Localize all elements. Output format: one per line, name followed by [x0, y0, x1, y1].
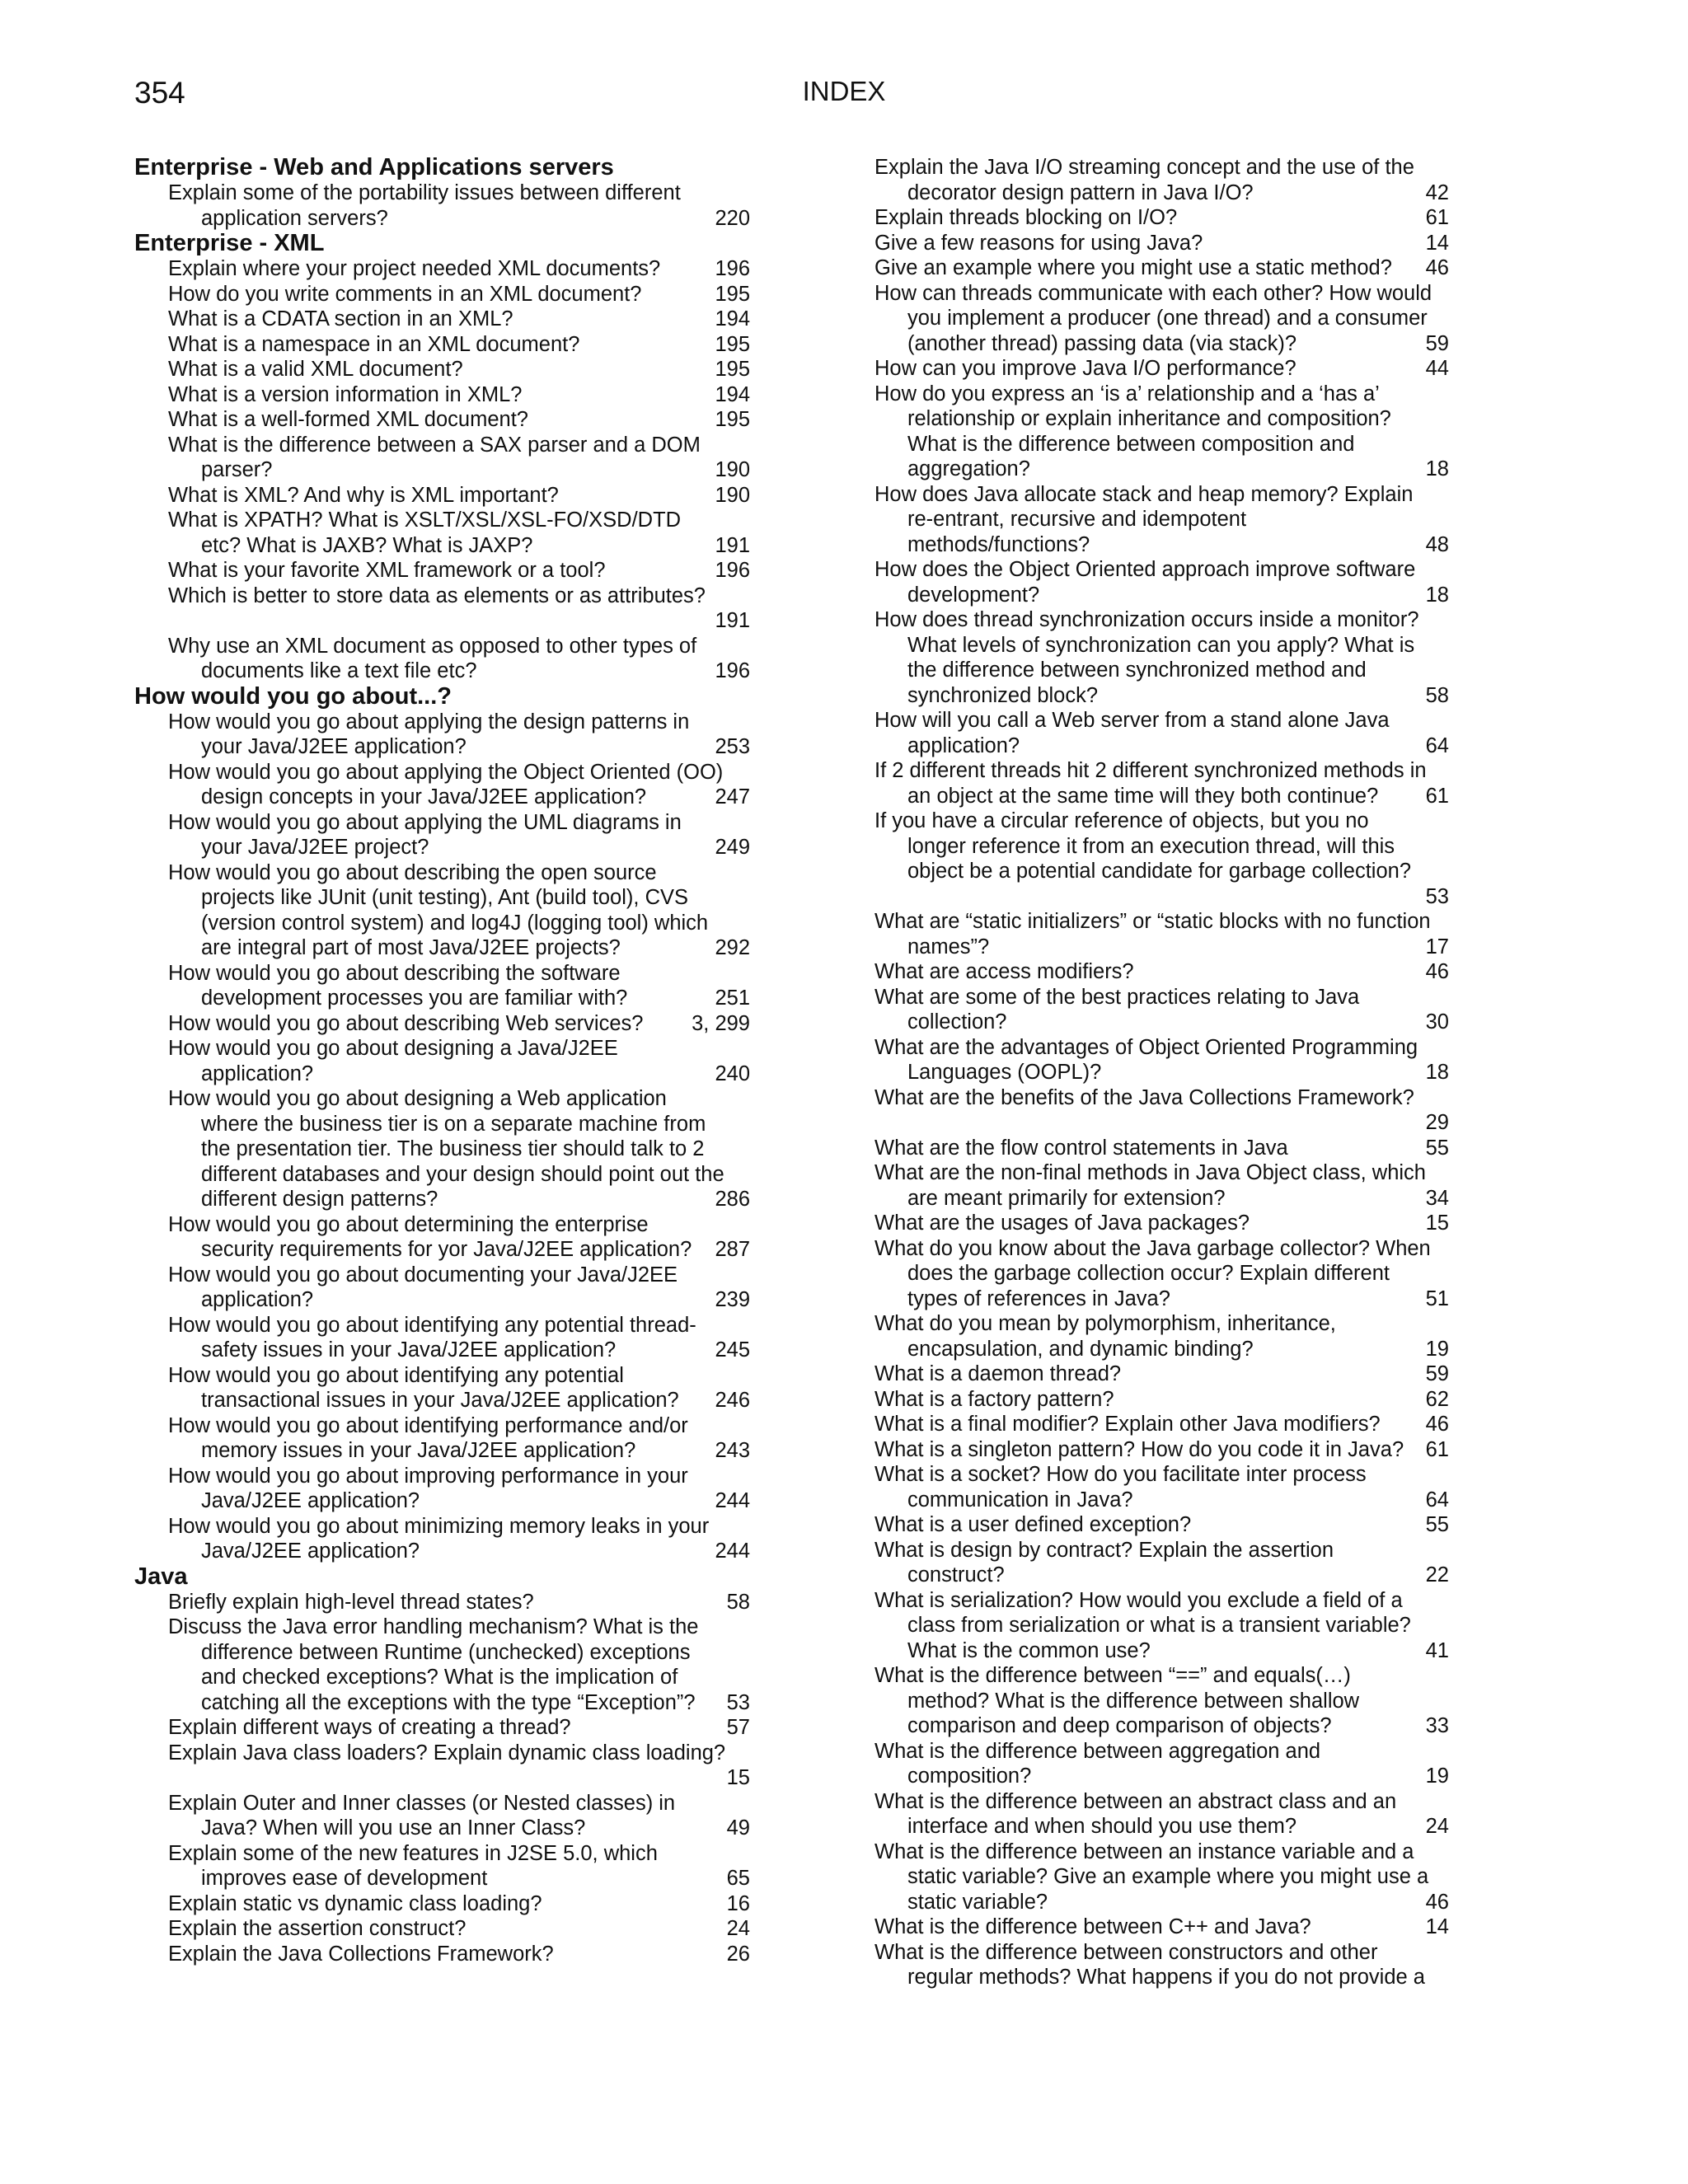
index-entry-line: synchronized block?: [907, 683, 1099, 707]
index-entry: [874, 1538, 1449, 1588]
index-entry-line: How can you improve Java I/O performance?: [874, 357, 1296, 380]
index-entry-line: methods/functions?: [907, 532, 1090, 556]
index-entry-page-number: 24: [1425, 1815, 1449, 1838]
index-entry-line: where the business tier is on a separate machine from: [201, 1112, 706, 1136]
index-entry-line: the presentation tier. The business tier should talk to 2: [201, 1137, 705, 1160]
section-heading: How would you go about...?: [134, 682, 452, 710]
index-entry: [168, 1036, 750, 1086]
index-entry-line: re-entrant, recursive and idempotent: [907, 508, 1247, 531]
index-entry-line: What is a version information in XML?: [168, 382, 523, 406]
index-entry-line: composition?: [907, 1765, 1032, 1788]
index-entry-page-number: 253: [715, 735, 750, 758]
index-entry-line: What is a factory pattern?: [874, 1387, 1114, 1411]
index-entry-line: What are the flow control statements in Java: [874, 1136, 1288, 1160]
index-entry: [168, 1791, 750, 1841]
index-entry: [168, 307, 750, 332]
index-entry-line: What is XML? And why is XML important?: [168, 483, 559, 507]
index-entry-line: If you have a circular reference of objects, but you no: [874, 809, 1369, 832]
index-entry-line: What is the difference between an abstract class and an: [874, 1789, 1397, 1813]
index-entry-line: Explain where your project needed XML documents?: [168, 257, 661, 280]
index-entry-line: How would you go about identifying performance and/or: [168, 1413, 688, 1437]
index-entry-page-number: 61: [1425, 784, 1449, 808]
index-entry: [168, 256, 750, 282]
index-entry-line: How will you call a Web server from a stand alone Java: [874, 709, 1390, 732]
index-entry: [168, 1263, 750, 1313]
index-entry-page-number: 57: [726, 1716, 750, 1739]
index-entry-page-number: 53: [726, 1690, 750, 1714]
index-entry: [168, 1916, 750, 1942]
index-entry: [874, 985, 1449, 1035]
index-entry-line: What do you mean by polymorphism, inheritance,: [874, 1312, 1336, 1335]
index-entry-page-number: 14: [1425, 1915, 1449, 1938]
index-entry-line: documents like a text file etc?: [201, 659, 477, 682]
index-entry: [874, 1462, 1449, 1512]
index-entry-page-number: 195: [715, 332, 750, 356]
index-entry: [168, 961, 750, 1011]
index-entry: [168, 357, 750, 382]
index-entry-page-number: 240: [715, 1062, 750, 1085]
index-entry-page-number: 18: [1425, 457, 1449, 480]
index-entry-line: Explain Outer and Inner classes (or Nested classes) in: [168, 1791, 676, 1815]
index-entry: [874, 808, 1449, 909]
index-entry: [168, 1363, 750, 1413]
index-entry-line: and checked exceptions? What is the implication of: [201, 1666, 678, 1689]
index-entry-line: you implement a producer (one thread) and a consumer: [907, 307, 1428, 330]
index-entry-page-number: 3, 299: [692, 1011, 750, 1035]
index-entry-page-number: 24: [726, 1917, 750, 1940]
index-entry: [168, 483, 750, 509]
index-entry: [874, 1085, 1449, 1136]
index-entry: [168, 180, 750, 231]
index-entry-line: object be a potential candidate for garbage collection?: [907, 860, 1412, 883]
index-entry: [874, 1035, 1449, 1085]
index-entry-page-number: 244: [715, 1540, 750, 1563]
index-entry-page-number: 26: [726, 1942, 750, 1966]
index-entry-line: Explain static vs dynamic class loading?: [168, 1891, 542, 1915]
index-entry-line: different databases and your design should point out the: [201, 1162, 724, 1186]
index-entry-line: collection?: [907, 1010, 1007, 1033]
index-entry-line: What is the difference between “==” and equals(…): [874, 1664, 1351, 1687]
index-entry: [874, 255, 1449, 281]
index-entry: [168, 558, 750, 583]
index-entry-line: What are access modifiers?: [874, 960, 1134, 983]
index-entry-page-number: 196: [715, 257, 750, 280]
index-entry-page-number: 18: [1425, 1061, 1449, 1084]
index-entry-line: What is XPATH? What is XSLT/XSL/XSL-FO/XSD/DTD: [168, 509, 682, 532]
index-entry-line: the difference between synchronized method and: [907, 658, 1367, 682]
index-entry-page-number: 46: [1425, 256, 1449, 279]
section-heading: Java: [134, 1563, 188, 1590]
index-entry-line: application?: [907, 733, 1020, 757]
index-entry-line: What is a CDATA section in an XML?: [168, 307, 513, 330]
index-entry-line: transactional issues in your Java/J2EE application?: [201, 1389, 679, 1412]
index-entry: [874, 1940, 1449, 1990]
index-entry-line: How would you go about identifying any potential: [168, 1363, 624, 1387]
index-entry-line: Explain Java class loaders? Explain dynamic class loading?: [168, 1741, 726, 1765]
index-entry-line: an object at the same time will they both continue?: [907, 784, 1379, 808]
index-entry-line: encapsulation, and dynamic binding?: [907, 1337, 1254, 1361]
index-entry: [874, 231, 1449, 256]
index-entry: [168, 508, 750, 558]
index-entry: [168, 1590, 750, 1615]
index-entry-line: What are “static initializers” or “static blocks with no function: [874, 910, 1431, 933]
index-entry-line: comparison and deep comparison of objects?: [907, 1714, 1332, 1737]
index-entry-line: your Java/J2EE project?: [201, 836, 429, 859]
index-entry-page-number: 18: [1425, 583, 1449, 607]
index-entry-page-number: 51: [1425, 1286, 1449, 1310]
index-entry: [874, 382, 1449, 482]
index-entry-line: construct?: [907, 1563, 1005, 1586]
index-entry: [168, 1715, 750, 1741]
index-entry-page-number: 55: [1425, 1513, 1449, 1536]
index-entry: [168, 407, 750, 433]
index-entry-line: What is the difference between a SAX parser and a DOM: [168, 433, 701, 457]
index-entry-page-number: 249: [715, 836, 750, 859]
index-entry-line: Discuss the Java error handling mechanism? What is the: [168, 1615, 699, 1638]
index-entry: [874, 1915, 1449, 1940]
index-entry: [874, 1437, 1449, 1463]
index-entry-page-number: 19: [1425, 1337, 1449, 1361]
index-entry-page-number: 58: [726, 1590, 750, 1614]
index-entry-line: static variable?: [907, 1890, 1048, 1914]
index-entry-line: regular methods? What happens if you do not provide a: [907, 1966, 1425, 1989]
index-entry-line: What is the difference between constructors and other: [874, 1940, 1378, 1964]
index-entry-line: How do you write comments in an XML document?: [168, 282, 642, 306]
index-entry-line: Explain different ways of creating a thread?: [168, 1716, 571, 1739]
index-entry-line: application servers?: [201, 206, 388, 230]
index-entry-line: relationship or explain inheritance and composition?: [907, 407, 1391, 430]
index-entry-line: catching all the exceptions with the type “Exception”?: [201, 1690, 696, 1714]
index-entry-line: improves ease of development: [201, 1867, 488, 1890]
index-entry: [168, 1891, 750, 1917]
index-entry-line: does the garbage collection occur? Explain different: [907, 1262, 1390, 1285]
index-entry-page-number: 15: [1425, 1212, 1449, 1235]
index-entry-page-number: 34: [1425, 1186, 1449, 1210]
index-entry-line: What are some of the best practices relating to Java: [874, 985, 1360, 1009]
index-entry-page-number: 191: [715, 533, 750, 557]
index-entry-line: What is the difference between an instance variable and a: [874, 1840, 1414, 1863]
index-entry-line: are meant primarily for extension?: [907, 1186, 1226, 1210]
index-entry-line: What are the usages of Java packages?: [874, 1212, 1250, 1235]
index-entry-line: What is a socket? How do you facilitate inter process: [874, 1463, 1367, 1486]
index-entry-line: (version control system) and log4J (logging tool) which: [201, 911, 709, 935]
index-entry-line: How would you go about describing the open source: [168, 860, 657, 884]
index-entry-line: How does thread synchronization occurs inside a monitor?: [874, 608, 1419, 631]
index-entry-page-number: 195: [715, 358, 750, 381]
index-entry-line: [168, 1765, 750, 1791]
index-entry-page-number: 220: [715, 206, 750, 230]
index-entry: [874, 1840, 1449, 1915]
index-entry-line: How would you go about describing Web services?: [168, 1011, 644, 1035]
index-entry-line: What is your favorite XML framework or a tool?: [168, 559, 606, 582]
index-entry-line: are integral part of most Java/J2EE projects?: [201, 936, 621, 959]
index-entry: [168, 710, 750, 760]
index-entry-page-number: 191: [715, 609, 750, 632]
index-entry: [168, 1413, 750, 1464]
index-entry-line: different design patterns?: [201, 1188, 438, 1211]
index-entry-page-number: 196: [715, 559, 750, 582]
index-entry-page-number: 46: [1425, 1890, 1449, 1914]
index-entry-line: How would you go about designing a Web application: [168, 1087, 667, 1110]
index-entry-line: What is a final modifier? Explain other Java modifiers?: [874, 1413, 1381, 1436]
index-entry-line: How would you go about applying the Object Oriented (OO): [168, 760, 724, 784]
index-entry-line: Briefly explain high-level thread states?: [168, 1590, 534, 1614]
index-entry-line: [168, 608, 750, 634]
index-entry-page-number: 61: [1425, 206, 1449, 229]
index-entry: [168, 760, 750, 810]
index-entry-page-number: 251: [715, 987, 750, 1010]
index-entry-line: Java/J2EE application?: [201, 1489, 420, 1512]
index-entry: [874, 708, 1449, 758]
index-entry-page-number: 245: [715, 1338, 750, 1361]
index-entry-page-number: 59: [1425, 1362, 1449, 1385]
index-entry-page-number: 62: [1425, 1387, 1449, 1411]
index-entry-page-number: 15: [726, 1766, 750, 1789]
index-entry-line: What is a singleton pattern? How do you code it in Java?: [874, 1437, 1404, 1461]
index-entry-line: How does the Object Oriented approach improve software: [874, 558, 1416, 581]
index-entry-line: What is a daemon thread?: [874, 1362, 1122, 1385]
index-entry-page-number: 42: [1425, 180, 1449, 204]
index-entry-line: Explain the assertion construct?: [168, 1917, 467, 1940]
index-entry-line: application?: [201, 1062, 314, 1085]
index-entry-line: static variable? Give an example where you might use a: [907, 1865, 1429, 1888]
index-entry-page-number: 190: [715, 483, 750, 507]
index-entry: [874, 1211, 1449, 1236]
index-entry-page-number: 195: [715, 408, 750, 431]
index-entry-line: Java? When will you use an Inner Class?: [201, 1816, 586, 1840]
index-entry: [874, 607, 1449, 708]
index-entry-page-number: 244: [715, 1489, 750, 1512]
index-entry-page-number: 48: [1425, 532, 1449, 556]
index-entry-line: What is design by contract? Explain the assertion: [874, 1538, 1334, 1562]
index-entry-line: What is the difference between C++ and Java?: [874, 1915, 1311, 1938]
index-entry-line: names”?: [907, 935, 990, 958]
index-entry-line: [874, 1110, 1449, 1136]
index-entry-page-number: 196: [715, 659, 750, 682]
section-heading: Enterprise - XML: [134, 230, 325, 256]
index-entry-page-number: 194: [715, 382, 750, 406]
index-entry-page-number: 65: [726, 1867, 750, 1890]
index-entry-line: Explain some of the new features in J2SE 5.0, which: [168, 1841, 658, 1865]
index-entry-line: What is the common use?: [907, 1638, 1151, 1662]
index-entry-line: How can threads communicate with each other? How would: [874, 281, 1432, 305]
index-entry-page-number: 286: [715, 1188, 750, 1211]
index-entry-line: How would you go about documenting your Java/J2EE: [168, 1263, 678, 1286]
left-index-column: [134, 155, 750, 1966]
index-entry: [874, 909, 1449, 959]
index-entry: [168, 1514, 750, 1564]
index-entry-page-number: 190: [715, 458, 750, 481]
index-entry: [874, 1160, 1449, 1211]
index-entry-line: aggregation?: [907, 457, 1030, 480]
index-entry-page-number: 64: [1425, 733, 1449, 757]
index-entry-line: How would you go about designing a Java/J2EE: [168, 1037, 618, 1060]
index-entry: [874, 758, 1449, 808]
index-entry: [874, 959, 1449, 985]
index-entry: [874, 281, 1449, 357]
index-entry-page-number: 247: [715, 785, 750, 808]
index-entry-line: What is the difference between aggregation and: [874, 1739, 1321, 1763]
index-entry-page-number: 22: [1425, 1563, 1449, 1586]
index-entry-page-number: 46: [1425, 1413, 1449, 1436]
index-entry-line: Explain the Java I/O streaming concept and the use of the: [874, 156, 1414, 179]
index-entry-line: security requirements for yor Java/J2EE application?: [201, 1238, 692, 1261]
index-entry-page-number: 17: [1425, 935, 1449, 958]
index-entry: [168, 1313, 750, 1363]
index-entry: [874, 1412, 1449, 1437]
index-entry: [168, 860, 750, 961]
index-entry-page-number: 64: [1425, 1488, 1449, 1511]
index-entry-line: If 2 different threads hit 2 different synchronized methods in: [874, 759, 1427, 782]
index-entry-line: Java/J2EE application?: [201, 1540, 420, 1563]
index-entry-line: development processes you are familiar with?: [201, 987, 628, 1010]
index-entry: [168, 1464, 750, 1514]
index-entry-page-number: 59: [1425, 331, 1449, 355]
index-entry: [874, 205, 1449, 231]
index-entry: [874, 1387, 1449, 1413]
index-entry-page-number: 194: [715, 307, 750, 330]
page-header-title: INDEX: [802, 76, 886, 106]
index-entry-page-number: 53: [1425, 884, 1449, 908]
index-entry-line: What are the benefits of the Java Collections Framework?: [874, 1085, 1414, 1109]
index-entry: [168, 634, 750, 684]
index-entry: [168, 332, 750, 358]
index-entry: [874, 155, 1449, 205]
index-entry-line: What is the difference between composition and: [907, 432, 1355, 456]
index-entry: [874, 557, 1449, 607]
index-entry-page-number: 14: [1425, 231, 1449, 255]
index-entry: [168, 1741, 750, 1791]
right-index-column: [874, 155, 1449, 1990]
index-entry-line: projects like JUnit (unit testing), Ant (build tool), CVS: [201, 886, 688, 909]
index-entry: [168, 382, 750, 408]
index-entry-line: (another thread) passing data (via stack)?: [907, 331, 1296, 355]
index-entry-line: What are the non-final methods in Java Object class, which: [874, 1161, 1426, 1184]
index-entry-page-number: 243: [715, 1439, 750, 1462]
index-entry-page-number: 58: [1425, 683, 1449, 707]
index-entry-line: safety issues in your Java/J2EE application?: [201, 1338, 617, 1361]
index-entry-line: What is a namespace in an XML document?: [168, 332, 580, 356]
index-entry-line: application?: [201, 1288, 314, 1311]
index-entry: [874, 1361, 1449, 1387]
index-entry-page-number: 292: [715, 936, 750, 959]
index-entry-line: Give an example where you might use a static method?: [874, 256, 1392, 279]
index-entry-page-number: 61: [1425, 1437, 1449, 1461]
index-entry-line: etc? What is JAXB? What is JAXP?: [201, 533, 533, 557]
index-entry-line: communication in Java?: [907, 1488, 1133, 1511]
index-entry-line: Explain some of the portability issues between different: [168, 181, 681, 204]
index-entry: [168, 1841, 750, 1891]
index-entry-line: What is serialization? How would you exclude a field of a: [874, 1588, 1403, 1612]
index-entry: [168, 1942, 750, 1967]
index-entry: [874, 356, 1449, 382]
index-entry-line: class from serialization or what is a transient variable?: [907, 1614, 1411, 1637]
index-entry-line: method? What is the difference between shallow: [907, 1689, 1360, 1713]
index-entry-line: How would you go about applying the UML diagrams in: [168, 810, 682, 834]
index-entry-line: difference between Runtime (unchecked) exceptions: [201, 1640, 691, 1664]
index-entry-line: memory issues in your Java/J2EE application?: [201, 1439, 636, 1462]
index-entry-line: How would you go about determining the enterprise: [168, 1212, 649, 1236]
index-entry-line: What is a well-formed XML document?: [168, 408, 528, 431]
index-entry-line: How would you go about describing the software: [168, 961, 621, 985]
index-entry-line: interface and when should you use them?: [907, 1815, 1297, 1838]
index-entry-page-number: 46: [1425, 960, 1449, 983]
index-entry: [874, 482, 1449, 558]
index-entry-page-number: 49: [726, 1816, 750, 1840]
index-entry-line: Explain threads blocking on I/O?: [874, 206, 1178, 229]
index-entry-page-number: 29: [1425, 1111, 1449, 1134]
index-entry-line: types of references in Java?: [907, 1286, 1170, 1310]
index-entry-line: How would you go about minimizing memory leaks in your: [168, 1514, 710, 1538]
index-entry: [168, 1615, 750, 1715]
index-entry-page-number: 41: [1425, 1638, 1449, 1662]
index-entry: [874, 1663, 1449, 1739]
index-entry-line: How does Java allocate stack and heap memory? Explain: [874, 482, 1414, 506]
index-entry: [874, 1236, 1449, 1312]
index-entry-line: Give a few reasons for using Java?: [874, 231, 1203, 255]
index-entry: [874, 1311, 1449, 1361]
index-entry: [168, 433, 750, 483]
section-heading: Enterprise - Web and Applications servers: [134, 154, 614, 180]
index-entry-page-number: 287: [715, 1238, 750, 1261]
index-entry-line: How do you express an ‘is a’ relationship and a ‘has a’: [874, 382, 1380, 405]
index-entry-line: Languages (OOPL)?: [907, 1061, 1102, 1084]
index-entry: [874, 1739, 1449, 1789]
index-entry: [168, 1086, 750, 1212]
index-entry-page-number: 246: [715, 1389, 750, 1412]
index-entry-line: What levels of synchronization can you apply? What is: [907, 633, 1415, 657]
index-entry-page-number: 33: [1425, 1714, 1449, 1737]
index-entry-page-number: 19: [1425, 1765, 1449, 1788]
index-entry: [874, 1588, 1449, 1664]
index-entry-line: [874, 884, 1449, 910]
index-entry-page-number: 195: [715, 282, 750, 306]
index-entry: [874, 1512, 1449, 1538]
index-entry-line: How would you go about applying the design patterns in: [168, 710, 690, 733]
index-entry-line: decorator design pattern in Java I/O?: [907, 180, 1254, 204]
index-entry: [168, 583, 750, 634]
index-entry-line: Explain the Java Collections Framework?: [168, 1942, 554, 1966]
index-entry-line: Which is better to store data as elements or as attributes?: [168, 583, 706, 607]
index-entry-page-number: 16: [726, 1891, 750, 1915]
index-entry-line: How would you go about improving performance in your: [168, 1464, 688, 1488]
index-entry-page-number: 44: [1425, 357, 1449, 380]
index-entry: [168, 282, 750, 307]
index-entry-line: What are the advantages of Object Oriented Programming: [874, 1035, 1418, 1059]
index-entry-line: How would you go about identifying any potential thread-: [168, 1313, 696, 1337]
index-entry-line: your Java/J2EE application?: [201, 735, 467, 758]
page-number: 354: [134, 76, 185, 110]
index-entry: [168, 1011, 750, 1037]
index-entry-line: Why use an XML document as opposed to other types of: [168, 634, 697, 658]
index-entry: [874, 1136, 1449, 1161]
index-entry-line: What is a valid XML document?: [168, 358, 463, 381]
index-entry-page-number: 239: [715, 1288, 750, 1311]
index-entry: [168, 810, 750, 860]
index-entry-line: What do you know about the Java garbage collector? When: [874, 1236, 1431, 1260]
index-entry-line: design concepts in your Java/J2EE application?: [201, 785, 647, 808]
index-entry-line: What is a user defined exception?: [874, 1513, 1192, 1536]
index-entry: [168, 1212, 750, 1263]
index-entry-page-number: 55: [1425, 1136, 1449, 1160]
index-entry-line: longer reference it from an execution thread, will this: [907, 834, 1395, 858]
index-entry-line: parser?: [201, 458, 273, 481]
index-entry-line: development?: [907, 583, 1040, 607]
index-entry-page-number: 30: [1425, 1010, 1449, 1033]
index-entry: [874, 1789, 1449, 1840]
